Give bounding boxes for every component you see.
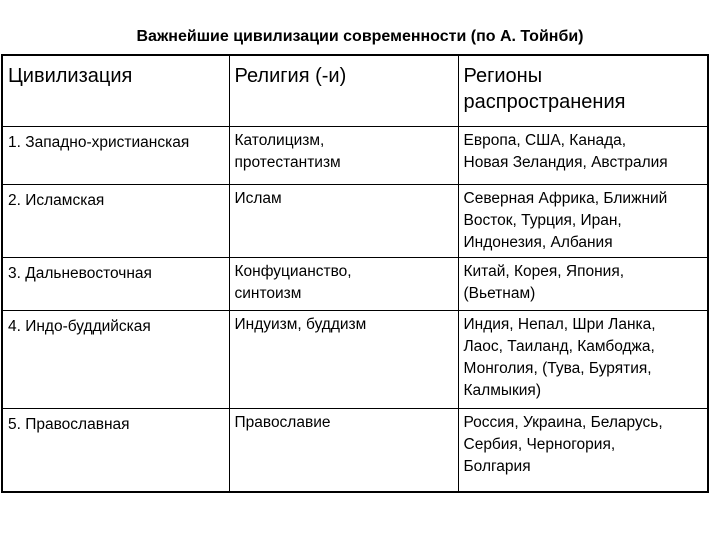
- cell-line: Европа, США, Канада,: [463, 131, 627, 149]
- religion-cell: [229, 257, 458, 310]
- cell-line: Ислам: [234, 189, 282, 207]
- cell-line: Сербия, Черногория,: [463, 435, 616, 453]
- cell-line: Лаос, Таиланд, Камбоджа,: [463, 337, 655, 355]
- cell-line: Китай, Корея, Япония,: [463, 262, 625, 280]
- religion-cell: [229, 126, 458, 184]
- cell-line: Новая Зеландия, Австралия: [463, 153, 668, 171]
- header-regions: [458, 55, 708, 126]
- table-header-row: [2, 55, 708, 126]
- header-regions-line: Регионы: [463, 65, 543, 87]
- cell-line: Восток, Турция, Иран,: [463, 211, 622, 229]
- regions-cell: [458, 257, 708, 310]
- cell-line: Конфуцианство,: [234, 262, 352, 280]
- civilization-cell: 4. Индо-буддийская: [2, 310, 229, 408]
- table-row: [2, 184, 708, 257]
- page-title: Важнейшие цивилизации современности (по А. Тойнби): [136, 28, 584, 45]
- cell-line: Индонезия, Албания: [463, 233, 613, 251]
- cell-line: синтоизм: [234, 284, 302, 302]
- cell-line: (Вьетнам): [463, 284, 536, 302]
- table-row: [2, 257, 708, 310]
- religion-cell: [229, 184, 458, 257]
- civilization-cell: 3. Дальневосточная: [2, 257, 229, 310]
- regions-cell: [458, 408, 708, 492]
- cell-line: Монголия, (Тува, Бурятия,: [463, 359, 652, 377]
- civilization-cell: 5. Православная: [2, 408, 229, 492]
- civilization-cell: 2. Исламская: [2, 184, 229, 257]
- table-row: [2, 408, 708, 492]
- civilizations-table: [1, 54, 709, 493]
- religion-cell: [229, 310, 458, 408]
- cell-line: Католицизм,: [234, 131, 325, 149]
- regions-cell: [458, 310, 708, 408]
- regions-cell: [458, 184, 708, 257]
- table-row: [2, 310, 708, 408]
- cell-line: Северная Африка, Ближний: [463, 189, 668, 207]
- header-religion: Религия (-и): [229, 55, 458, 126]
- cell-line: Россия, Украина, Беларусь,: [463, 413, 663, 431]
- header-civilization: Цивилизация: [2, 55, 229, 126]
- header-regions-line: распространения: [463, 91, 626, 113]
- cell-line: протестантизм: [234, 153, 341, 171]
- cell-line: Индия, Непал, Шри Ланка,: [463, 315, 656, 333]
- cell-line: Калмыкия): [463, 381, 541, 399]
- cell-line: Индуизм, буддизм: [234, 315, 367, 333]
- cell-line: Болгария: [463, 457, 531, 475]
- table-row: [2, 126, 708, 184]
- civilization-cell: 1. Западно-христианская: [2, 126, 229, 184]
- regions-cell: [458, 126, 708, 184]
- cell-line: Православие: [234, 413, 331, 431]
- religion-cell: [229, 408, 458, 492]
